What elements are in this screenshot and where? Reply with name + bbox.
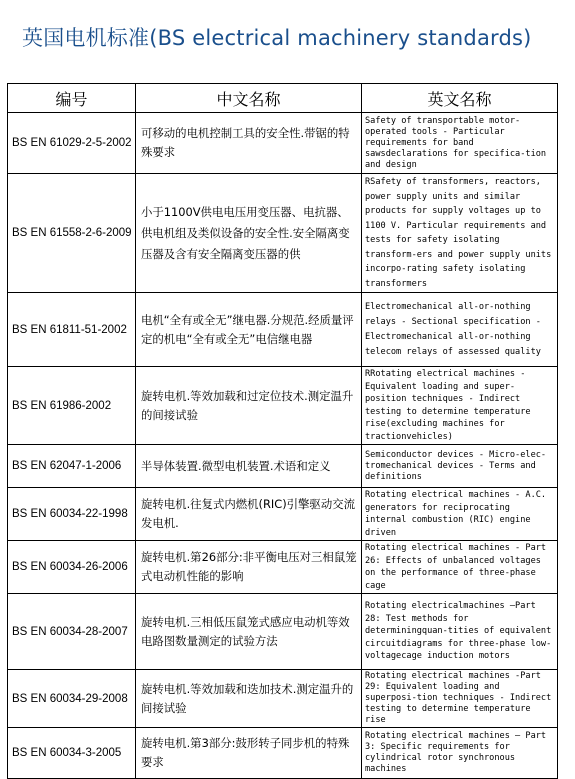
cn-name: 旋转电机.三相低压鼠笼式感应电动机等效电路图数量测定的试验方法 (136, 594, 362, 670)
en-name: Rotating electrical machines — Part 3: Specific requirements for cylindrical rotor synchronous machines (362, 728, 558, 779)
cn-name: 可移动的电机控制工具的安全性.带锯的特殊要求 (136, 113, 362, 174)
header-cn-name: 中文名称 (136, 84, 362, 113)
table-row (8, 541, 558, 594)
en-name: Rotating electrical machines -Part 29: Equivalent loading and superposi-tion techniques - Indirect testing to determine temperature rise (362, 670, 558, 728)
standard-code: BS EN 61558-2-6-2009 (8, 174, 136, 293)
standard-code: BS EN 61811-51-2002 (8, 293, 136, 367)
table-row (8, 367, 558, 445)
standard-code: BS EN 60034-22-1998 (8, 488, 136, 541)
cn-name: 旋转电机.往复式内燃机(RIC)引擎驱动交流发电机. (136, 488, 362, 541)
en-name: Rotating electrical machines - Part 26: Effects of unbalanced voltages on the performance of three-phase cage (362, 541, 558, 594)
en-name: Rotating electricalmachines —Part 28: Test methods for determiningquan-tities of equivalent circuitdiagrams for three-phase low-voltagecage induction motors (362, 594, 558, 670)
table-row (8, 293, 558, 367)
standard-code: BS EN 60034-26-2006 (8, 541, 136, 594)
en-name: Rotating electrical machines - A.C. generators for reciprocating internal combustion (RIC) engine driven (362, 488, 558, 541)
table-row (8, 445, 558, 488)
en-name: Semiconductor devices - Micro-elec-tromechanical devices - Terms and definitions (362, 445, 558, 488)
cn-name: 小于1100V供电电压用变压器、电抗器、供电机组及类似设备的安全性.安全隔离变压器及含有安全隔离变压器的供 (136, 174, 362, 293)
en-name: Safety of transportable motor-operated tools - Particular requirements for band sawsdeclarations for specifica-tion and design (362, 113, 558, 174)
table-row (8, 113, 558, 174)
standard-code: BS EN 62047-1-2006 (8, 445, 136, 488)
table-row (8, 488, 558, 541)
standard-code: BS EN 60034-29-2008 (8, 670, 136, 728)
en-name: Electromechanical all-or-nothing relays - Sectional specification - Electromechanical all-or-nothing telecom relays of assessed quality (362, 293, 558, 367)
cn-name: 旋转电机.等效加载和过定位技术.测定温升的间接试验 (136, 367, 362, 445)
page-title: 英国电机标准(BS electrical machinery standards) (22, 26, 532, 50)
standard-code: BS EN 60034-28-2007 (8, 594, 136, 670)
table-header-row (8, 84, 558, 113)
table-row (8, 594, 558, 670)
cn-name: 旋转电机.第26部分:非平衡电压对三相鼠笼式电动机性能的影响 (136, 541, 362, 594)
standard-code: BS EN 60034-3-2005 (8, 728, 136, 779)
en-name: RSafety of transformers, reactors, power supply units and similar products for supply voltages up to 1100 V. Particular requirements and tests for safety isolating transform-ers and power supply units incorpo-rating safety isolating transformers (362, 174, 558, 293)
table-row (8, 174, 558, 293)
cn-name: 旋转电机.等效加载和迭加技术.测定温升的间接试验 (136, 670, 362, 728)
header-en-name: 英文名称 (362, 84, 558, 113)
standard-code: BS EN 61029-2-5-2002 (8, 113, 136, 174)
table-row (8, 670, 558, 728)
header-code: 编号 (8, 84, 136, 113)
cn-name: 电机“全有或全无”继电器.分规范.经质量评定的机电“全有或全无”电信继电器 (136, 293, 362, 367)
cn-name: 旋转电机.第3部分:鼓形转子同步机的特殊要求 (136, 728, 362, 779)
en-name: RRotating electrical machines - Equivalent loading and super-position techniques - Indirect testing to determine temperature rise(excluding machines for tractionvehicles) (362, 367, 558, 445)
standards-table (7, 83, 558, 779)
cn-name: 半导体装置.微型电机装置.术语和定义 (136, 445, 362, 488)
table-row (8, 728, 558, 779)
standard-code: BS EN 61986-2002 (8, 367, 136, 445)
